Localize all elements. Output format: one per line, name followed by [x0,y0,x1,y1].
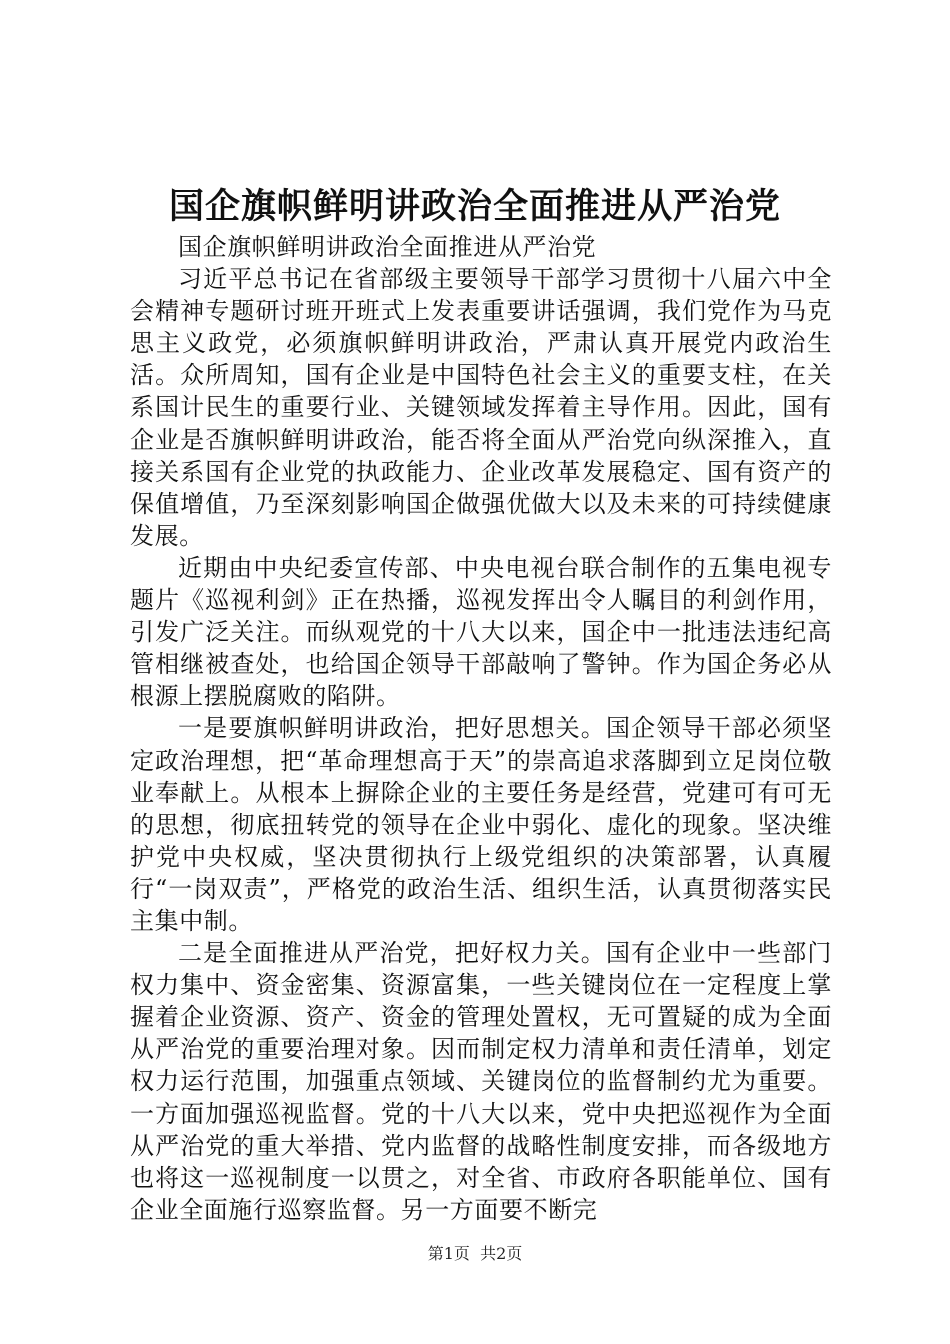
paragraph-intro: 习近平总书记在省部级主要领导干部学习贯彻十八届六中全会精神专题研讨班开班式上发表重要讲话强调，我们党作为马克思主义政党，必须旗帜鲜明讲政治，严肃认真开展党内政治生活。众所周知，国有企业是中国特色社会主义的重要支柱，在关系国计民生的重要行业、关键领域发挥着主导作用。因此，国有企业是否旗帜鲜明讲政治，能否将全面从严治党向纵深推入，直接关系国有企业党的执政能力、企业改革发展稳定、国有资产的保值增值，乃至深刻影响国企做强优做大以及未来的可持续健康发展。 [130,265,832,550]
page-footer [0,1243,950,1265]
document-body [130,231,832,1226]
paragraph-point-two: 二是全面推进从严治党，把好权力关。国有企业中一些部门权力集中、资金密集、资源富集，一些关键岗位在一定程度上掌握着企业资源、资产、资金的管理处置权，无可置疑的成为全面从严治党的重要治理对象。因而制定权力清单和责任清单，划定权力运行范围，加强重点领域、关键岗位的监督制约尤为重要。一方面加强巡视监督。党的十八大以来，党中央把巡视作为全面从严治党的重大举措、党内监督的战略性制度安排，而各级地方也将这一巡视制度一以贯之，对全省、市政府各职能单位、国有企业全面施行巡察监督。另一方面要不断完 [130,939,832,1224]
paragraph-inspection: 近期由中央纪委宣传部、中央电视台联合制作的五集电视专题片《巡视利剑》正在热播，巡视发挥出令人瞩目的利剑作用，引发广泛关注。而纵观党的十八大以来，国企中一批违法违纪高管相继被查处，也给国企领导干部敲响了警钟。作为国企务必从根源上摆脱腐败的陷阱。 [130,553,832,711]
document-title: 国企旗帜鲜明讲政治全面推进从严治党 [168,187,781,227]
page-number: 第1页 共2页 [427,1244,523,1263]
paragraph-subtitle: 国企旗帜鲜明讲政治全面推进从严治党 [178,233,597,261]
paragraph-point-one: 一是要旗帜鲜明讲政治，把好思想关。国企领导干部必须坚定政治理想，把“革命理想高于天”的崇高追求落脚到立足岗位敬业奉献上。从根本上摒除企业的主要任务是经营，党建可有可无的思想，彻底扭转党的领导在企业中弱化、虚化的现象。坚决维护党中央权威，坚决贯彻执行上级党组织的决策部署，认真履行“一岗双责”，严格党的政治生活、组织生活，认真贯彻落实民主集中制。 [130,714,832,935]
